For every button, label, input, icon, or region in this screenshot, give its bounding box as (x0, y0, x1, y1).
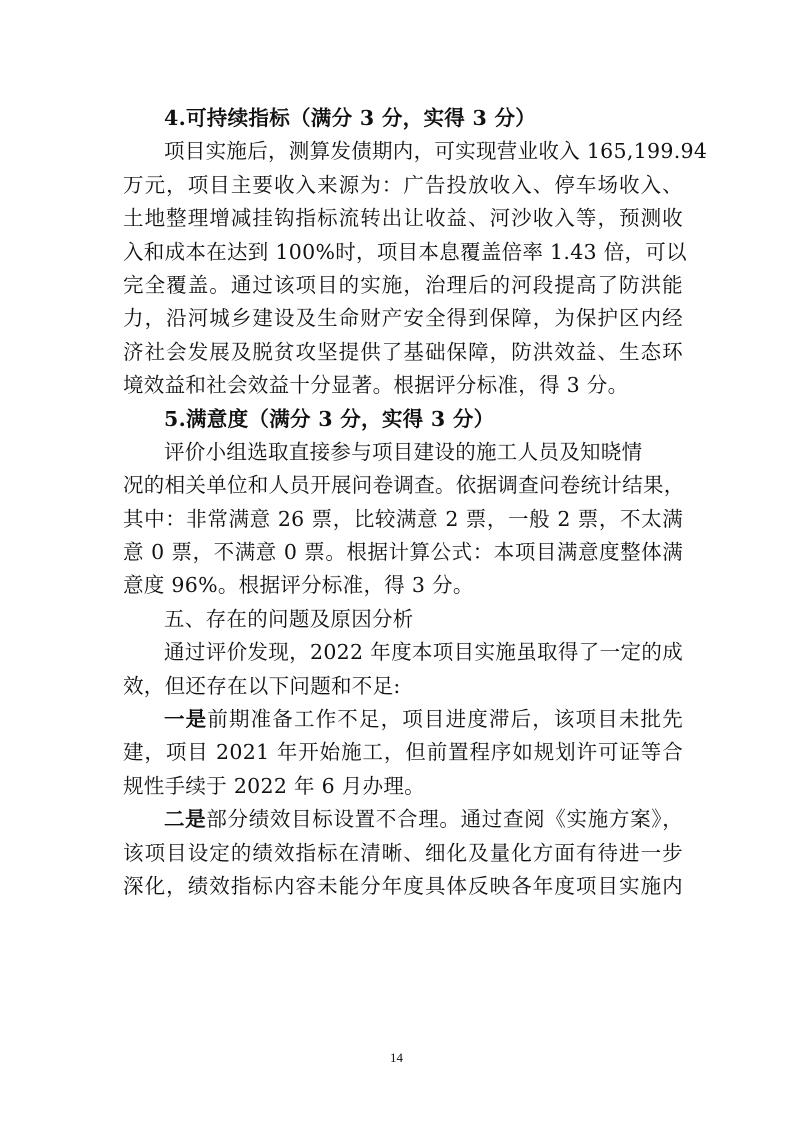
line-text: 况的相关单位和人员开展问卷调查。依据调查问卷统计结果， (123, 473, 685, 498)
line-text: 规性手续于 2022 年 6 月办理。 (123, 773, 425, 798)
document-body (123, 104, 708, 905)
line-text: 前期准备工作不足，项目进度滞后，该项目未批先 (207, 707, 683, 732)
text-line (123, 805, 683, 834)
line-text: 济社会发展及脱贫攻坚提供了基础保障，防洪效益、生态环 (123, 339, 683, 364)
text-line (123, 605, 683, 634)
text-line (123, 705, 683, 734)
bold-lead: 一是 (164, 707, 208, 732)
text-line (123, 772, 683, 801)
text-line (123, 872, 683, 901)
line-text: 其中：非常满意 26 票，比较满意 2 票，一般 2 票，不太满 (123, 506, 683, 531)
line-text: 该项目设定的绩效指标在清晰、细化及量化方面有待进一步 (123, 840, 683, 865)
text-line (123, 638, 683, 667)
text-line (123, 438, 683, 467)
text-line (123, 137, 708, 166)
line-text: 部分绩效目标设置不合理。通过查阅《实施方案》， (206, 807, 683, 832)
line-text: 入和成本在达到 100%时，项目本息覆盖倍率 1.43 倍，可以 (123, 239, 687, 264)
text-line (123, 271, 683, 300)
text-line (123, 672, 683, 701)
text-line (123, 738, 683, 767)
line-text: 建，项目 2021 年开始施工，但前置程序如规划许可证等合 (123, 740, 683, 765)
text-line (123, 505, 683, 534)
text-line (123, 171, 683, 200)
line-text: 土地整理增减挂钩指标流转出让收益、河沙收入等，预测收 (123, 206, 683, 231)
text-line (123, 405, 683, 434)
text-line (123, 571, 683, 600)
page-number: 14 (390, 1050, 403, 1065)
text-line (123, 104, 683, 133)
line-text: 项目实施后，测算发债期内，可实现营业收入 165,199.94 (164, 139, 708, 164)
line-text: 通过评价发现，2022 年度本项目实施虽取得了一定的成 (164, 640, 683, 665)
text-line (123, 371, 683, 400)
line-text: 境效益和社会效益十分显著。根据评分标准，得 3 分。 (123, 373, 629, 398)
line-text: 评价小组选取直接参与项目建设的施工人员及知晓情 (164, 439, 643, 464)
text-line (123, 839, 683, 868)
text-line (123, 204, 683, 233)
line-text: 万元，项目主要收入来源为：广告投放收入、停车场收入、 (123, 172, 683, 197)
bold-lead: 二是 (164, 807, 207, 832)
text-line (123, 304, 683, 333)
text-line (123, 338, 683, 367)
text-line (123, 538, 683, 567)
line-text: 5.满意度（满分 3 分，实得 3 分） (164, 406, 495, 431)
text-line (123, 238, 687, 267)
line-text: 五、存在的问题及原因分析 (164, 606, 414, 631)
line-text: 意度 96%。根据评分标准，得 3 分。 (123, 573, 474, 598)
line-text: 深化，绩效指标内容未能分年度具体反映各年度项目实施内 (123, 873, 683, 898)
line-text: 完全覆盖。通过该项目的实施，治理后的河段提高了防洪能 (123, 272, 683, 297)
line-text: 意 0 票，不满意 0 票。根据计算公式：本项目满意度整体满 (123, 540, 683, 565)
text-line (123, 471, 683, 500)
line-text: 效，但还存在以下问题和不足: (123, 673, 401, 698)
line-text: 4.可持续指标（满分 3 分，实得 3 分） (164, 106, 537, 130)
line-text: 力，沿河城乡建设及生命财产安全得到保障，为保护区内经 (123, 306, 683, 331)
